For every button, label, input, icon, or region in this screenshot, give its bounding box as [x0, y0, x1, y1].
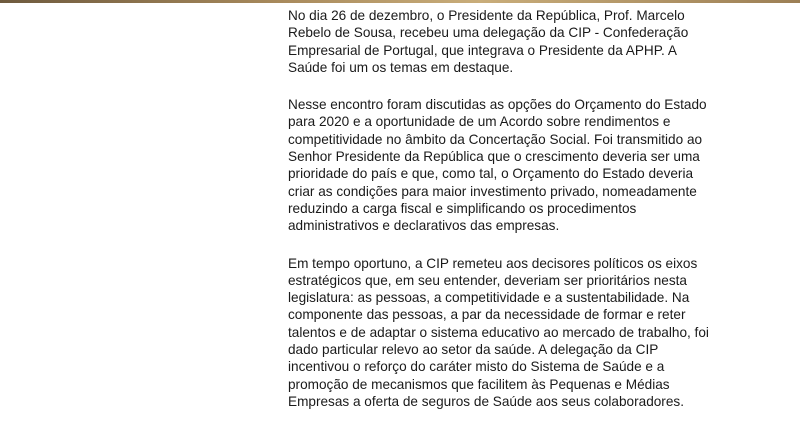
article-body: [288, 7, 718, 430]
article-paragraph-3: Em tempo oportuno, a CIP remeteu aos decisores políticos os eixos estratégicos que, em seu entender, deveriam ser prioritários nesta legislatura: as pessoas, a competitividade e a sustentabilidade. Na componente das pessoas, a par da necessidade de formar e reter talentos e de adaptar o sistema educativo ao mercado de trabalho, foi dado particular relevo ao setor da saúde. A delegação da CIP incentivou o reforço do caráter misto do Sistema de Saúde e a promoção de mecanismos que facilitem às Pequenas e Médias Empresas a oferta de seguros de Saúde aos seus colaboradores.: [288, 255, 709, 409]
article-paragraph-2: Nesse encontro foram discutidas as opções do Orçamento do Estado para 2020 e a oportunidade de um Acordo sobre rendimentos e competitividade no âmbito da Concertação Social. Foi transmitido ao Senhor Presidente da República que o crescimento deveria ser uma prioridade do país e que, como tal, o Orçamento do Estado deveria criar as condições para maior investimento privado, nomeadamente reduzindo a carga fiscal e simplificando os procedimentos administrativos e declarativos das empresas.: [288, 97, 707, 234]
article-paragraph-1: No dia 26 de dezembro, o Presidente da República, Prof. Marcelo Rebelo de Sousa, recebeu uma delegação da CIP - Confederação Empresarial de Portugal, que integrava o Presidente da APHP. A Saúde foi um os temas em destaque.: [288, 8, 689, 75]
header-image-strip: [0, 0, 800, 3]
